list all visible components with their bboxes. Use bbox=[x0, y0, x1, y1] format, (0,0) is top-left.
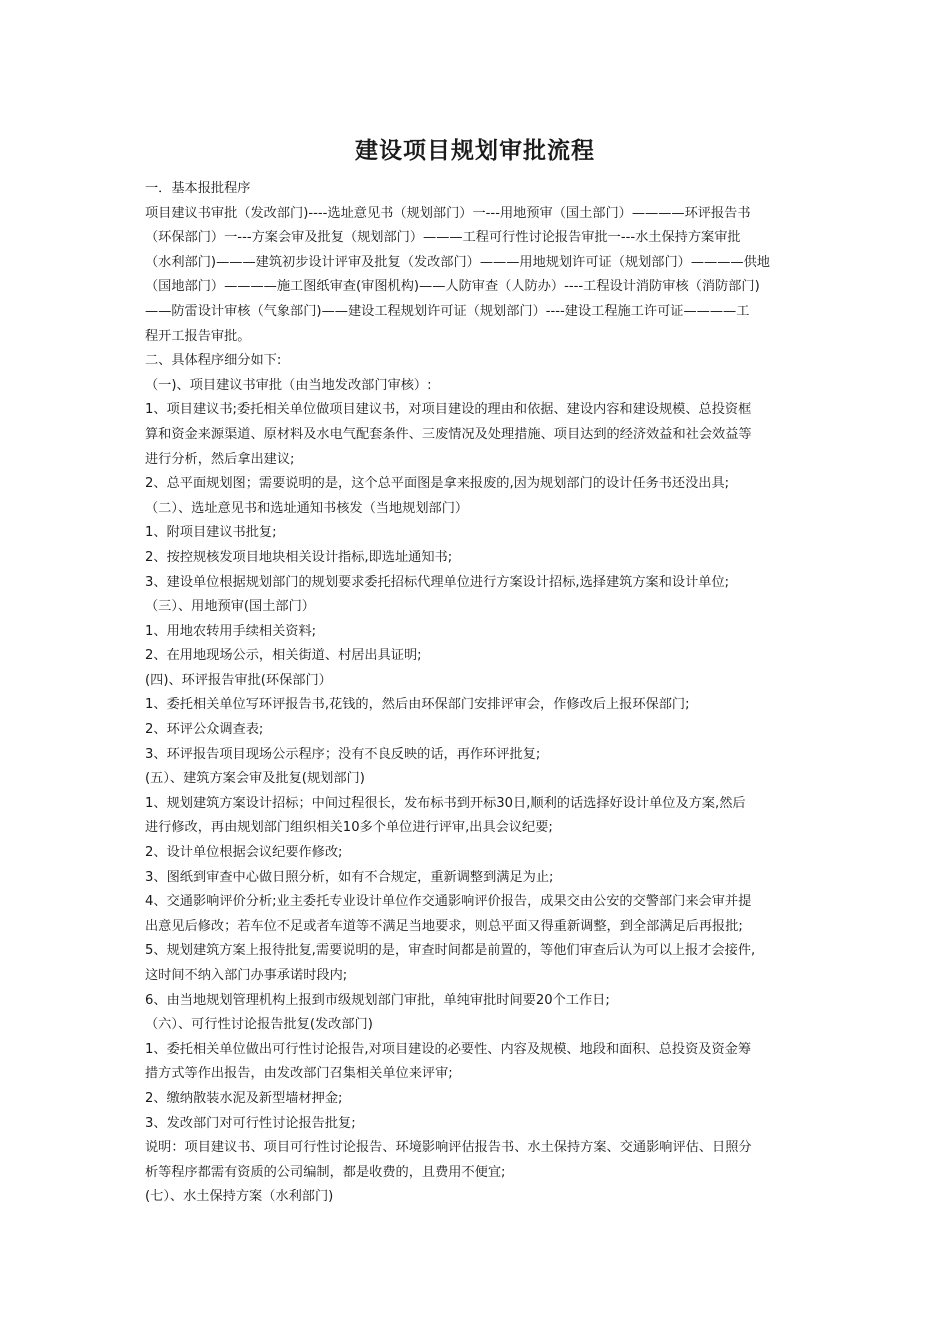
text-line: （环保部门）一---方案会审及批复（规划部门）———工程可行性讨论报告审批一---水土保持方案审批 bbox=[145, 230, 741, 246]
text-line: （三）、用地预审(国土部门） bbox=[145, 599, 315, 615]
text-line: 二、具体程序细分如下: bbox=[145, 353, 282, 369]
text-line: 3、环评报告项目现场公示程序；没有不良反映的话，再作环评批复; bbox=[145, 746, 541, 762]
text-line: (七）、水土保持方案（水利部门) bbox=[145, 1189, 334, 1205]
text-line: 措方式等作出报告，由发改部门召集相关单位来评审; bbox=[145, 1066, 453, 1082]
text-line: 3、图纸到审查中心做日照分析，如有不合规定，重新调整到满足为止; bbox=[145, 869, 554, 885]
text-line: 说明：项目建议书、项目可行性讨论报告、环境影响评估报告书、水土保持方案、交通影响评估、日照分 bbox=[145, 1140, 752, 1156]
text-line: 进行分析，然后拿出建议; bbox=[145, 451, 295, 467]
text-line: 2、在用地现场公示，相关街道、村居出具证明; bbox=[145, 648, 422, 664]
text-line: 4、交通影响评价分析;业主委托专业设计单位作交通影响评价报告，成果交由公安的交警部门来会审并提 bbox=[145, 894, 752, 910]
text-line: 1、用地农转用手续相关资料; bbox=[145, 623, 317, 639]
text-line: 2、环评公众调查表; bbox=[145, 722, 264, 738]
text-line: 3、发改部门对可行性讨论报告批复; bbox=[145, 1115, 356, 1131]
text-line: 1、附项目建议书批复; bbox=[145, 525, 277, 541]
text-line: （六）、可行性讨论报告批复(发改部门) bbox=[145, 1017, 373, 1033]
text-line: 6、由当地规划管理机构上报到市级规划部门审批，单纯审批时间要20个工作日; bbox=[145, 992, 610, 1008]
text-line: 5、规划建筑方案上报待批复,需要说明的是，审查时间都是前置的，等他们审查后认为可以上报才会接件, bbox=[145, 943, 756, 959]
text-line: （二）、选址意见书和选址通知书核发（当地规划部门） bbox=[145, 500, 469, 516]
text-line: 2、总平面规划图；需要说明的是，这个总平面图是拿来报废的,因为规划部门的设计任务书还没出具; bbox=[145, 476, 730, 492]
text-line: 程开工报告审批。 bbox=[145, 328, 251, 344]
text-line: 2、设计单位根据会议纪要作修改; bbox=[145, 845, 343, 861]
text-line: 1、规划建筑方案设计招标；中间过程很长，发布标书到开标30日,顺利的话选择好设计单位及方案,然后 bbox=[145, 795, 746, 811]
text-line: 2、按控规核发项目地块相关设计指标,即选址通知书; bbox=[145, 549, 453, 565]
text-line: （国地部门）————施工图纸审查(审图机构)——人防审查（人防办）----工程设计消防审核（消防部门) bbox=[145, 279, 760, 295]
text-line: （水利部门)———建筑初步设计评审及批复（发改部门）———用地规划许可证（规划部门）————供地 bbox=[145, 254, 770, 270]
document-title: 建设项目规划审批流程 bbox=[355, 138, 595, 164]
text-line: ——防雷设计审核（气象部门)——建设工程规划许可证（规划部门）----建设工程施工许可证————工 bbox=[145, 303, 750, 319]
text-line: (四)、环评报告审批(环保部门） bbox=[145, 672, 332, 688]
text-line: 项目建议书审批（发改部门)----选址意见书（规划部门）一---用地预审（国土部门）————环评报告书 bbox=[145, 205, 751, 221]
text-line: 进行修改，再由规划部门组织相关10多个单位进行评审,出具会议纪要; bbox=[145, 820, 553, 836]
text-line: 这时间不纳入部门办事承诺时段内; bbox=[145, 968, 348, 983]
text-line: (五）、建筑方案会审及批复(规划部门) bbox=[145, 771, 365, 787]
text-line: 算和资金来源渠道、原材料及水电气配套条件、三废情况及处理措施、项目达到的经济效益和社会效益等 bbox=[145, 426, 752, 442]
text-line: 一．基本报批程序 bbox=[145, 181, 251, 196]
text-line: 3、建设单位根据规划部门的规划要求委托招标代理单位进行方案设计招标,选择建筑方案和设计单位; bbox=[145, 574, 730, 590]
text-line: 1、委托相关单位写环评报告书,花钱的，然后由环保部门安排评审会，作修改后上报环保部门; bbox=[145, 697, 690, 713]
text-line: 1、委托相关单位做出可行性讨论报告,对项目建设的必要性、内容及规模、地段和面积、总投资及资金筹 bbox=[145, 1041, 752, 1057]
document-body bbox=[145, 177, 808, 1210]
text-line: 1、项目建议书;委托相关单位做项目建议书，对项目建设的理由和依据、建设内容和建设规模、总投资框 bbox=[145, 402, 752, 418]
text-line: 析等程序都需有资质的公司编制，都是收费的，且费用不便宜; bbox=[145, 1164, 506, 1180]
text-line: 2、缴纳散装水泥及新型墙材押金; bbox=[145, 1090, 343, 1106]
text-line: 出意见后修改；若车位不足或者车道等不满足当地要求，则总平面又得重新调整，到全部满足后再报批; bbox=[145, 918, 743, 934]
text-line: （一)、项目建议书审批（由当地发改部门审核）: bbox=[145, 377, 432, 393]
